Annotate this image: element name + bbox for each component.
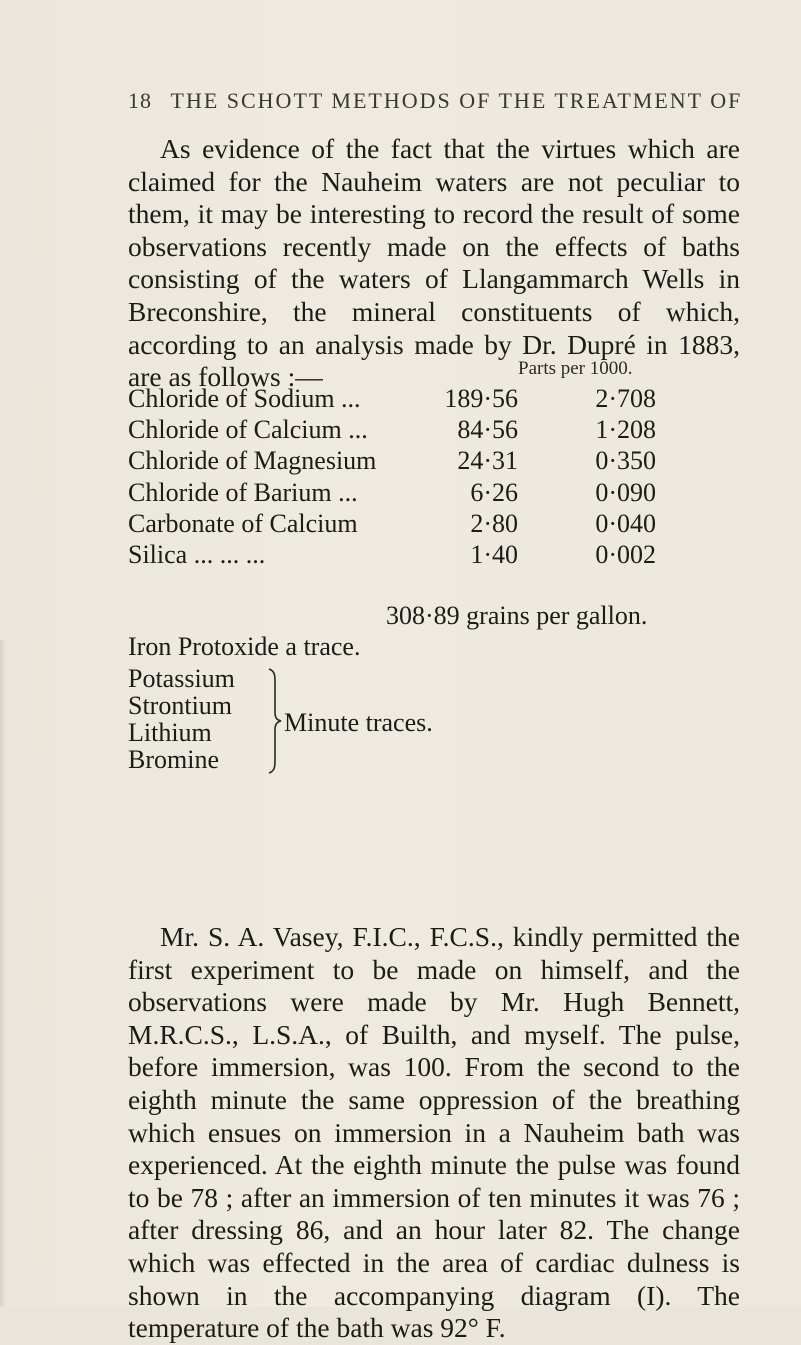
running-title: THE SCHOTT METHODS OF THE TREATMENT OF xyxy=(170,88,743,113)
constituent-name: Chloride of Barium ... xyxy=(128,477,358,507)
trace-elements-list xyxy=(128,665,235,773)
constituent-name: Carbonate of Calcium xyxy=(128,508,358,538)
trace-element: Strontium xyxy=(128,691,233,720)
parts-value: 0·090 xyxy=(595,477,656,507)
table-row xyxy=(128,445,656,476)
table-row xyxy=(128,539,656,570)
trace-element: Lithium xyxy=(128,718,212,747)
parts-value: 0·350 xyxy=(595,446,656,476)
parts-value: 2·708 xyxy=(595,384,656,413)
intro-paragraph xyxy=(128,133,740,394)
table-row xyxy=(128,383,656,414)
iron-note: Iron Protoxide a trace. xyxy=(128,632,361,661)
table-row xyxy=(128,477,656,508)
running-header xyxy=(128,88,742,114)
constituent-name: Chloride of Calcium ... xyxy=(128,415,368,445)
trace-element: Potassium xyxy=(128,664,235,693)
parts-value: 0·002 xyxy=(595,540,656,570)
analysis-column-header: Parts per 1000. xyxy=(518,358,633,379)
constituent-name: Silica ... ... ... xyxy=(128,540,266,570)
parts-value: 1·208 xyxy=(595,415,656,445)
trace-label: Minute traces. xyxy=(284,708,433,737)
right-brace-icon xyxy=(268,668,282,774)
table-row xyxy=(128,414,656,445)
grains-value: 84·56 xyxy=(457,415,518,445)
constituent-name: Chloride of Sodium ... xyxy=(128,384,361,413)
page-number: 18 xyxy=(128,88,152,113)
trace-element: Bromine xyxy=(128,745,219,774)
parts-value: 0·040 xyxy=(595,508,656,538)
grains-value: 2·80 xyxy=(470,508,518,538)
intro-paragraph-text: As evidence of the fact that the virtues which are claimed for the Nauheim waters are not peculiar to them, it may be interesting to record the result of some observations recently made on the effects of baths consisting of the waters of Llangammarch Wells in Breconshire, the mineral constituents of which, according to an analysis made by Dr. Dupré in 1883, are as follows :— xyxy=(128,133,740,393)
page-edge-shadow xyxy=(0,640,6,1307)
grains-value: 189·56 xyxy=(444,384,518,413)
grains-value: 6·26 xyxy=(470,477,518,507)
body-paragraph-text: Mr. S. A. Vasey, F.I.C., F.C.S., kindly permitted the first experiment to be made on himself, and the observations were made by Mr. Hugh Bennett, M.R.C.S., L.S.A., of Builth, and myself. The pulse, before immersion, was 100. From the second to the eighth minute the same oppression of the breathing which ensues on immersion in a Nauheim bath was experienced. At the eighth minute the pulse was found to be 78 ; after an immersion of ten minutes it was 76 ; after dressing 86, and an hour later 82. The change which was effected in the area of cardiac dulness is shown in the accompanying diagram (I). The temperature of the bath was 92° F. xyxy=(128,921,740,1344)
grains-value: 1·40 xyxy=(470,540,518,570)
body-paragraph xyxy=(128,921,740,1345)
table-row xyxy=(128,508,656,539)
analysis-total: 308·89 grains per gallon. xyxy=(386,601,648,630)
grains-value: 24·31 xyxy=(457,446,518,476)
constituent-name: Chloride of Magnesium xyxy=(128,446,377,476)
analysis-table xyxy=(128,383,656,570)
